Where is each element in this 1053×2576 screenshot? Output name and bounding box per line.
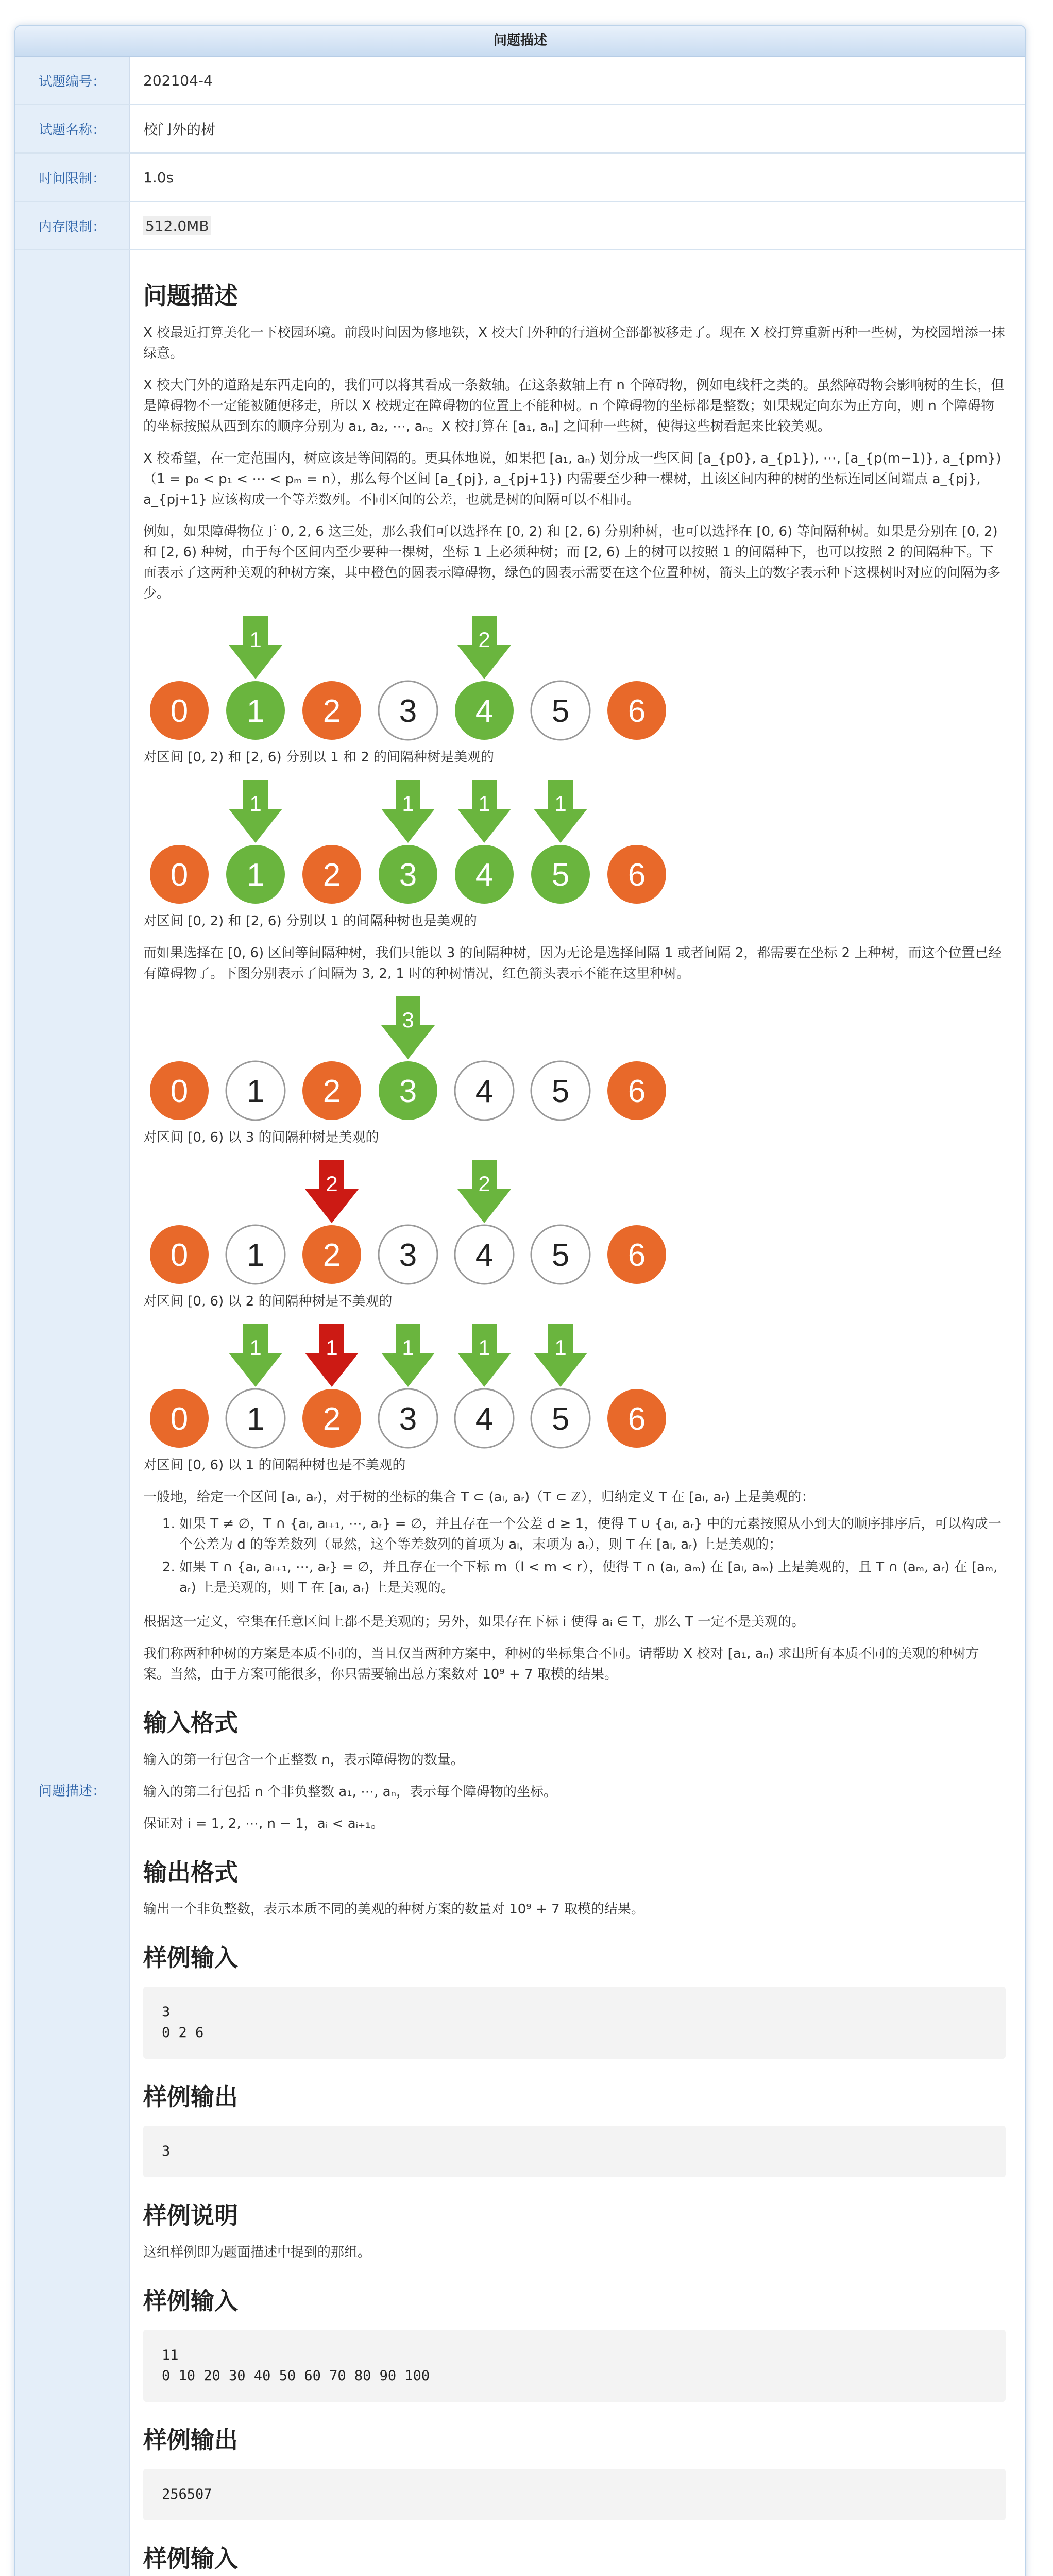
section-title-sample-input-2: 样例输入 xyxy=(143,2287,238,2315)
info-row-memory xyxy=(15,202,1025,250)
position-node-2 xyxy=(302,681,361,740)
node-label: 1 xyxy=(246,1401,265,1437)
position-node-5 xyxy=(531,1389,590,1448)
problem-panel xyxy=(14,25,1026,2576)
position-node-2 xyxy=(302,1225,361,1284)
section-title-sample-output-1: 样例输出 xyxy=(143,2083,238,2111)
position-node-6 xyxy=(607,845,666,904)
node-label: 2 xyxy=(322,1238,341,1273)
node-label: 6 xyxy=(627,693,646,729)
node-label: 5 xyxy=(551,1401,570,1437)
position-node-4 xyxy=(455,1061,514,1120)
plant-arrow-4 xyxy=(457,1324,511,1387)
sample-output-2: 256507 xyxy=(143,2469,1006,2520)
node-label: 1 xyxy=(246,693,265,729)
section-title-output: 输出格式 xyxy=(143,1858,238,1886)
plant-arrow-4 xyxy=(534,780,587,843)
plant-arrow-1 xyxy=(381,996,435,1059)
section-title-sample-input-1: 样例输入 xyxy=(143,1944,238,1972)
node-label: 3 xyxy=(399,1401,417,1437)
node-label: 0 xyxy=(170,1401,189,1437)
paragraph-intervals: X 校希望，在一定范围内，树应该是等间隔的。更具体地说，如果把 [a₁, aₙ) 划分成一些区间 [a_{p0}, a_{p1}), ⋯, [a_{p(m−1)}, a_{pm})（1 = p₀ < p₁ < ⋯ < pₘ = n），那么每个区间 [a_{pj}, a_{pj+1}) 内需要至少种一棵树，且该区间内种的树的坐标连同区间端点 a_{pj}, a_{pj+1} 应该构成一个等差数列。不同区间的公差，也就是树的间隔可以不相同。 xyxy=(143,451,1001,507)
node-label: 2 xyxy=(322,1401,341,1437)
position-node-4 xyxy=(455,1225,514,1284)
arrow-interval-label: 1 xyxy=(402,1335,414,1360)
section-title-problem: 问题描述 xyxy=(143,282,238,310)
position-node-0 xyxy=(150,1389,209,1448)
info-row-id xyxy=(15,57,1025,105)
position-node-1 xyxy=(226,1389,285,1448)
position-node-4 xyxy=(455,845,514,904)
position-node-1 xyxy=(226,1061,285,1120)
position-node-3 xyxy=(379,845,437,904)
plant-arrow-3 xyxy=(381,1324,435,1387)
node-label: 0 xyxy=(170,1238,189,1273)
paragraph-equal-spacing: 而如果选择在 [0, 6) 区间等间隔种树，我们只能以 3 的间隔种树，因为无论是选择间隔 1 或者间隔 2，都需要在坐标 2 上种树，而这个位置已经有障碍物了。下图分别表示了间隔为 3, 2, 1 时的种树情况，红色箭头表示不能在这里种树。 xyxy=(143,945,1002,981)
node-label: 5 xyxy=(551,1074,570,1109)
info-label-memory: 内存限制： xyxy=(15,202,130,249)
position-node-6 xyxy=(607,1389,666,1448)
section-title-input: 输入格式 xyxy=(143,1709,238,1737)
position-node-4 xyxy=(455,681,514,740)
node-label: 3 xyxy=(399,1238,417,1273)
definition-list xyxy=(143,1514,1006,1598)
position-node-1 xyxy=(226,681,285,740)
section-title-sample-output-2: 样例输出 xyxy=(143,2426,238,2454)
plant-arrow-2 xyxy=(457,1160,511,1223)
node-label: 5 xyxy=(551,1238,570,1273)
sample-input-2: 11 0 10 20 30 40 50 60 70 80 90 100 xyxy=(143,2330,1006,2402)
sample-explain-text: 这组样例即为题面描述中提到的那组。 xyxy=(143,2245,371,2260)
paragraph-example: 例如，如果障碍物位于 0, 2, 6 这三处，那么我们可以选择在 [0, 2) 和 [2, 6) 分别种树，也可以选择在 [0, 6) 等间隔种树。如果是分别在 [0, 2) 和 [2, 6) 种树，由于每个区间内至少要种一棵树，坐标 1 上必须种树；而 [2, 6) 上的树可以按照 1 的间隔种下，也可以按照 2 的间隔种下。下面表示了这两种美观的种树方案，其中橙色的圆表示障碍物，绿色的圆表示需要在这个位置种树，箭头上的数字表示种下这棵树时对应的间隔为多少。 xyxy=(143,524,1001,601)
caption-2: 对区间 [0, 2) 和 [2, 6) 分别以 1 的间隔种树也是美观的 xyxy=(143,913,477,929)
node-label: 4 xyxy=(475,857,494,893)
forbidden-arrow-1 xyxy=(305,1160,359,1223)
node-label: 4 xyxy=(475,1074,494,1109)
position-node-6 xyxy=(607,681,666,740)
arrow-interval-label: 2 xyxy=(478,628,490,652)
plant-arrow-1 xyxy=(229,780,282,843)
info-value-name: 校门外的树 xyxy=(143,121,216,138)
node-label: 2 xyxy=(322,857,341,893)
caption-4: 对区间 [0, 6) 以 2 的间隔种树是不美观的 xyxy=(143,1294,393,1309)
info-label-id: 试题编号： xyxy=(15,57,130,104)
sample-output-1: 3 xyxy=(143,2126,1006,2177)
info-row-time xyxy=(15,154,1025,202)
info-value-id: 202104-4 xyxy=(143,72,213,89)
info-value-memory xyxy=(130,202,1025,249)
section-title-sample-explain: 样例说明 xyxy=(143,2201,238,2229)
node-label: 3 xyxy=(399,1074,417,1109)
position-node-5 xyxy=(531,1061,590,1120)
position-node-4 xyxy=(455,1389,514,1448)
node-label: 6 xyxy=(627,1401,646,1437)
diagram-2 xyxy=(143,779,669,908)
node-label: 3 xyxy=(399,693,417,729)
arrow-interval-label: 1 xyxy=(478,791,490,816)
position-node-5 xyxy=(531,681,590,740)
position-node-2 xyxy=(302,1061,361,1120)
input-line-2: 输入的第二行包括 n 个非负整数 a₁, ⋯, aₙ，表示每个障碍物的坐标。 xyxy=(143,1784,557,1800)
diagram-1 xyxy=(143,615,669,744)
node-label: 5 xyxy=(551,693,570,729)
info-label-time: 时间限制： xyxy=(15,154,130,201)
arrow-interval-label: 1 xyxy=(554,791,567,816)
position-node-3 xyxy=(379,1061,437,1120)
paragraph-empty-set: 根据这一定义，空集在任意区间上都不是美观的；另外，如果存在下标 i 使得 aᵢ ∈ T，那么 T 一定不是美观的。 xyxy=(143,1614,805,1630)
input-line-1: 输入的第一行包含一个正整数 n，表示障碍物的数量。 xyxy=(143,1752,464,1768)
paragraph-definition: 一般地，给定一个区间 [aₗ, aᵣ)，对于树的坐标的集合 T ⊂ (aₗ, aᵣ)（T ⊂ ℤ），归纳定义 T 在 [aₗ, aᵣ) 上是美观的： xyxy=(143,1489,815,1505)
arrow-interval-label: 1 xyxy=(554,1335,567,1360)
arrow-interval-label: 2 xyxy=(478,1172,490,1196)
node-label: 5 xyxy=(551,857,570,893)
position-node-6 xyxy=(607,1225,666,1284)
arrow-interval-label: 3 xyxy=(402,1008,414,1032)
sample-input-1: 3 0 2 6 xyxy=(143,1987,1006,2059)
description-label: 问题描述： xyxy=(15,250,130,2576)
position-node-0 xyxy=(150,681,209,740)
diagram-4 xyxy=(143,1159,669,1288)
node-label: 4 xyxy=(475,1401,494,1437)
description-body xyxy=(130,250,1025,2576)
diagram-3 xyxy=(143,995,669,1124)
caption-1: 对区间 [0, 2) 和 [2, 6) 分别以 1 和 2 的间隔种树是美观的 xyxy=(143,750,495,765)
node-label: 4 xyxy=(475,1238,494,1273)
node-label: 2 xyxy=(322,693,341,729)
position-node-2 xyxy=(302,1389,361,1448)
panel-title: 问题描述 xyxy=(15,26,1025,57)
position-node-2 xyxy=(302,845,361,904)
position-node-6 xyxy=(607,1061,666,1120)
node-label: 3 xyxy=(399,857,417,893)
position-node-0 xyxy=(150,845,209,904)
arrow-interval-label: 1 xyxy=(478,1335,490,1360)
paragraph-road: X 校大门外的道路是东西走向的，我们可以将其看成一条数轴。在这条数轴上有 n 个障碍物，例如电线杆之类的。虽然障碍物会影响树的生长，但是障碍物不一定能被随便移走，所以 X 校规定在障碍物的位置上不能种树。n 个障碍物的坐标都是整数；如果规定向东为正方向，则 n 个障碍物的坐标按照从西到东的顺序分别为 a₁, a₂, ⋯, aₙ。X 校打算在 [a₁, aₙ] 之间种一些树，使得这些树看起来比较美观。 xyxy=(143,378,1005,434)
position-node-5 xyxy=(531,1225,590,1284)
node-label: 0 xyxy=(170,857,189,893)
position-node-1 xyxy=(226,845,285,904)
node-label: 1 xyxy=(246,1074,265,1109)
plant-arrow-5 xyxy=(534,1324,587,1387)
node-label: 6 xyxy=(627,1074,646,1109)
node-label: 6 xyxy=(627,857,646,893)
position-node-5 xyxy=(531,845,590,904)
node-label: 1 xyxy=(246,1238,265,1273)
info-row-name xyxy=(15,105,1025,154)
arrow-interval-label: 2 xyxy=(326,1172,338,1196)
position-node-3 xyxy=(379,1225,437,1284)
position-node-1 xyxy=(226,1225,285,1284)
forbidden-arrow-2 xyxy=(305,1324,359,1387)
node-label: 2 xyxy=(322,1074,341,1109)
node-label: 0 xyxy=(170,693,189,729)
arrow-interval-label: 1 xyxy=(326,1335,338,1360)
position-node-0 xyxy=(150,1061,209,1120)
position-node-3 xyxy=(379,1389,437,1448)
position-node-0 xyxy=(150,1225,209,1284)
plant-arrow-1 xyxy=(229,616,282,679)
arrow-interval-label: 1 xyxy=(249,628,262,652)
section-title-sample-input-3: 样例输入 xyxy=(143,2545,238,2572)
arrow-interval-label: 1 xyxy=(402,791,414,816)
output-line-1: 输出一个非负整数，表示本质不同的美观的种树方案的数量对 10⁹ + 7 取模的结果。 xyxy=(143,1902,644,1917)
definition-item-2: 2. 如果 T ∩ {aₗ, aₗ₊₁, ⋯, aᵣ} = ∅，并且存在一个下标 m（l < m < r），使得 T ∩ (aₗ, aₘ) 在 [aₗ, aₘ) 上是美观的，且 T ∩ (aₘ, aᵣ) 在 [aₘ, aᵣ) 上是美观的，则 T 在 [aₗ, aᵣ) 上是美观的。 xyxy=(179,1557,1006,1598)
arrow-interval-label: 1 xyxy=(249,791,262,816)
node-label: 1 xyxy=(246,857,265,893)
node-label: 6 xyxy=(627,1238,646,1273)
caption-3: 对区间 [0, 6) 以 3 的间隔种树是美观的 xyxy=(143,1130,379,1145)
plant-arrow-1 xyxy=(229,1324,282,1387)
info-value-time: 1.0s xyxy=(143,168,174,186)
description-row xyxy=(15,250,1025,2576)
info-label-name: 试题名称： xyxy=(15,105,130,152)
paragraph-distinct: 我们称两种种树的方案是本质不同的，当且仅当两种方案中，种树的坐标集合不同。请帮助 X 校对 [a₁, aₙ) 求出所有本质不同的美观的种树方案。当然，由于方案可能很多，你只需要输出总方案数对 10⁹ + 7 取模的结果。 xyxy=(143,1646,979,1682)
plant-arrow-3 xyxy=(457,780,511,843)
memory-limit-value: 512.0MB xyxy=(143,216,211,235)
node-label: 0 xyxy=(170,1074,189,1109)
paragraph-intro: X 校最近打算美化一下校园环境。前段时间因为修地铁，X 校大门外种的行道树全部都被移走了。现在 X 校打算重新再种一些树，为校园增添一抹绿意。 xyxy=(143,325,1005,361)
plant-arrow-2 xyxy=(381,780,435,843)
arrow-interval-label: 1 xyxy=(249,1335,262,1360)
position-node-3 xyxy=(379,681,437,740)
diagram-5 xyxy=(143,1323,669,1452)
input-line-3: 保证对 i = 1, 2, ⋯, n − 1，aᵢ < aᵢ₊₁。 xyxy=(143,1816,384,1832)
plant-arrow-2 xyxy=(457,616,511,679)
node-label: 4 xyxy=(475,693,494,729)
caption-5: 对区间 [0, 6) 以 1 的间隔种树也是不美观的 xyxy=(143,1458,406,1473)
definition-item-1: 1. 如果 T ≠ ∅，T ∩ {aₗ, aₗ₊₁, ⋯, aᵣ} = ∅，并且存在一个公差 d ≥ 1，使得 T ∪ {aₗ, aᵣ} 中的元素按照从小到大的顺序排序后，可以构成一个公差为 d 的等差数列（显然，这个等差数列的首项为 aₗ，末项为 aᵣ），则 T 在 [aₗ, aᵣ) 上是美观的； xyxy=(179,1514,1006,1555)
